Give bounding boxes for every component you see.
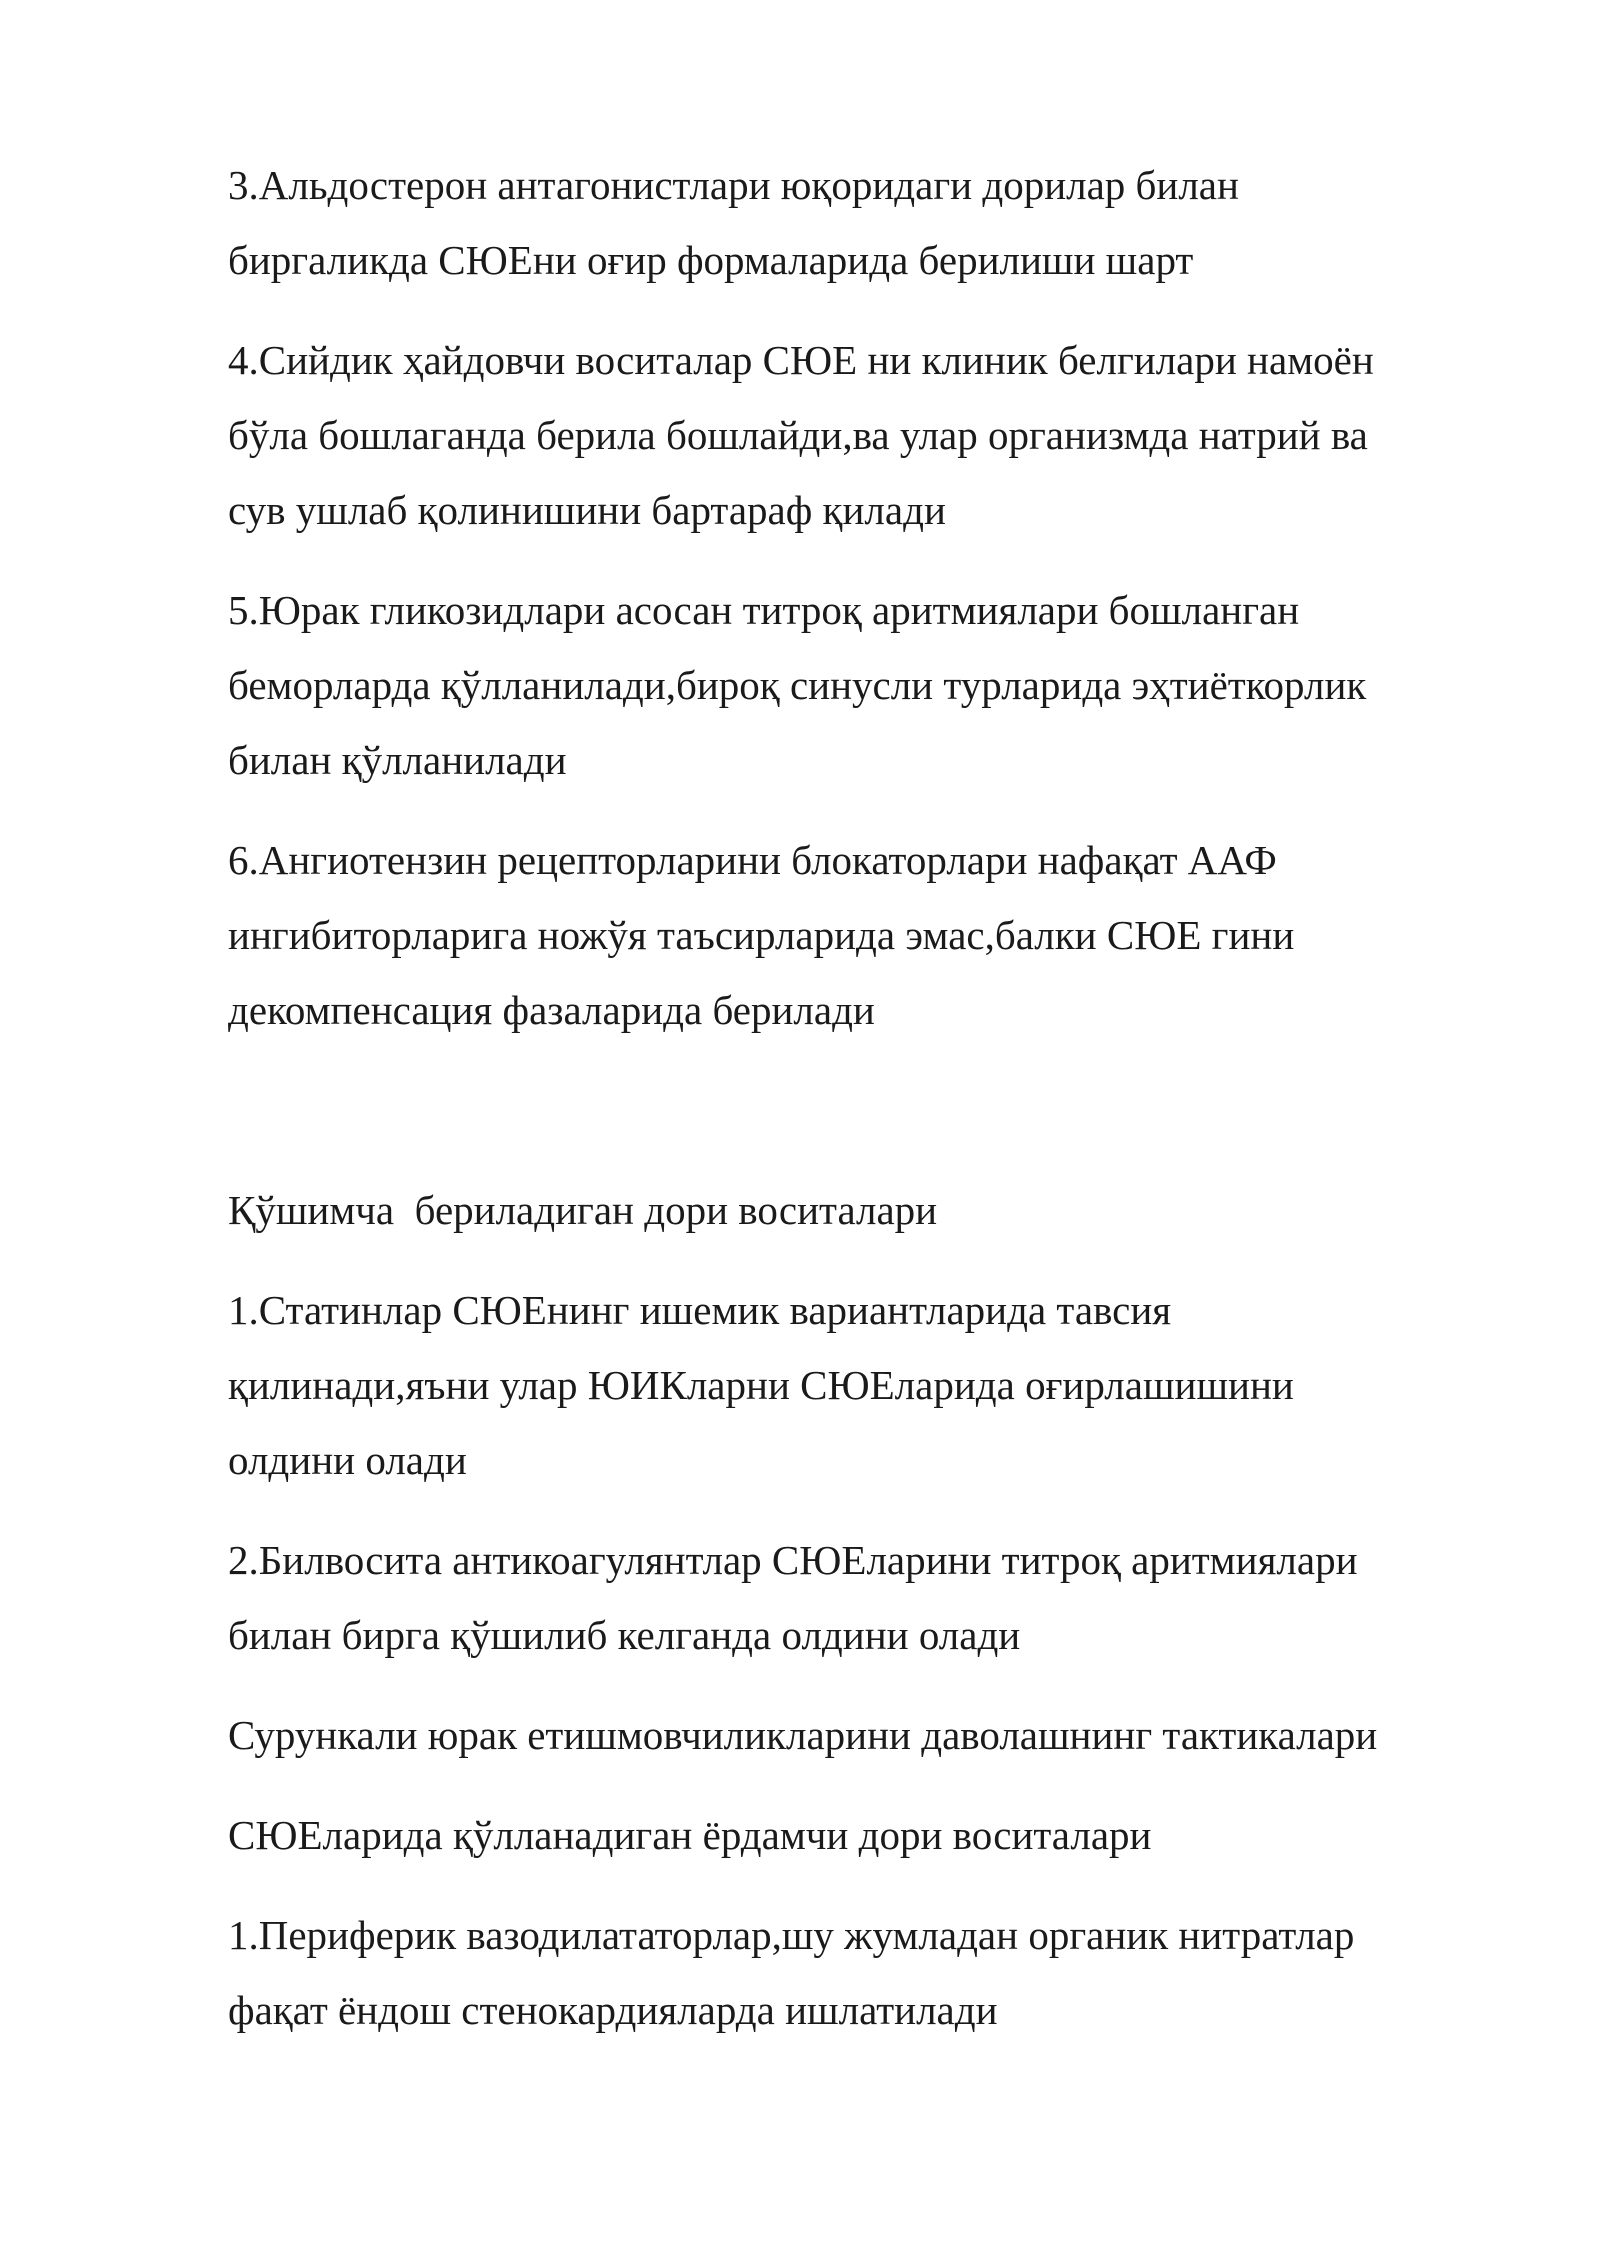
paragraph-5: [228, 573, 1450, 798]
tactics-heading: [228, 1698, 1450, 1773]
text-line: 3.Альдостерон антагонистлари юқоридаги дорилар билан: [228, 162, 1239, 208]
text-line: қилинади,яъни улар ЮИКларни СЮЕларида оғирлашишини: [228, 1362, 1294, 1408]
text-line: олдини олади: [228, 1437, 467, 1483]
aux-paragraph-1: [228, 1898, 1450, 2048]
blank-space: [228, 1073, 1450, 1173]
heading-text: Сурункали юрак етишмовчиликларини даволашнинг тактикалари: [228, 1712, 1378, 1758]
text-line: 1.Статинлар СЮЕнинг ишемик вариантларида тавсия: [228, 1287, 1172, 1333]
section-paragraph-2: [228, 1523, 1450, 1673]
text-line: 5.Юрак гликозидлари асосан титроқ аритмиялари бошланган: [228, 587, 1300, 633]
paragraph-6: [228, 823, 1450, 1048]
text-line: билан бирга қўшилиб келганда олдини олади: [228, 1612, 1021, 1658]
text-line: бўла бошлаганда берила бошлайди,ва улар организмда натрий ва: [228, 412, 1368, 458]
text-line: ингибиторларига ножўя таъсирларида эмас,балки СЮЕ гини: [228, 912, 1295, 958]
heading-text: СЮЕларида қўлланадиган ёрдамчи дори воситалари: [228, 1812, 1152, 1858]
aux-heading: [228, 1798, 1450, 1873]
text-line: 1.Периферик вазодилататорлар,шу жумладан органик нитратлар: [228, 1912, 1355, 1958]
text-line: сув ушлаб қолинишини бартараф қилади: [228, 487, 946, 533]
section-paragraph-1: [228, 1273, 1450, 1498]
text-line: биргаликда СЮЕни оғир формаларида берилиши шарт: [228, 237, 1194, 283]
text-line: декомпенсация фазаларида берилади: [228, 987, 875, 1033]
text-line: 4.Сийдик ҳайдовчи воситалар СЮЕ ни клиник белгилари намоён: [228, 337, 1374, 383]
paragraph-4: [228, 323, 1450, 548]
text-line: билан қўлланилади: [228, 737, 567, 783]
section-heading: [228, 1173, 1450, 1248]
text-line: 6.Ангиотензин рецепторларини блокаторлари нафақат ААФ: [228, 837, 1277, 883]
text-line: фақат ёндош стенокардияларда ишлатилади: [228, 1987, 998, 2033]
paragraph-3: [228, 148, 1450, 298]
text-line: беморларда қўлланилади,бироқ синусли турларида эҳтиёткорлик: [228, 662, 1367, 708]
text-line: 2.Билвосита антикоагулянтлар СЮЕларини титроқ аритмиялари: [228, 1537, 1358, 1583]
heading-text: Қўшимча бериладиган дори воситалари: [228, 1187, 938, 1233]
